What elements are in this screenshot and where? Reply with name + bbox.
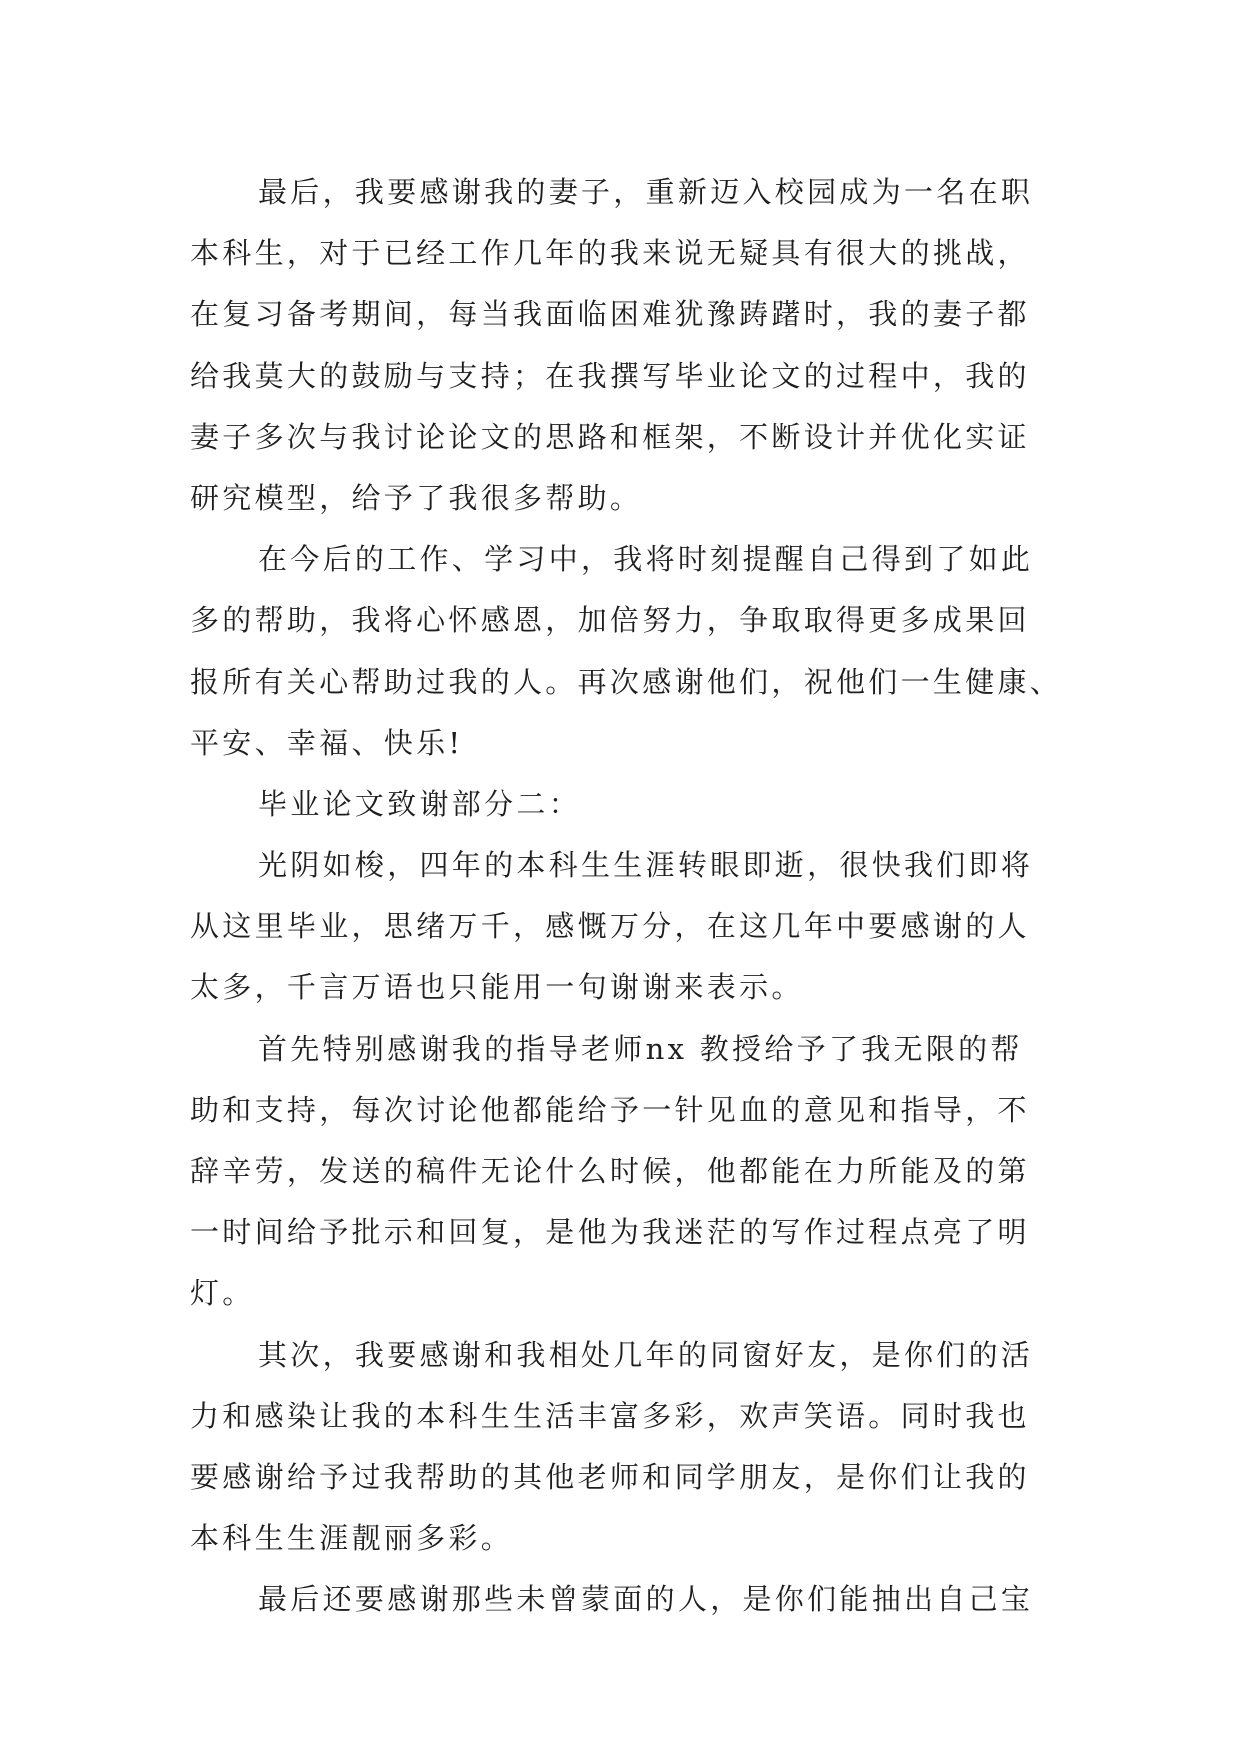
paragraph-line: 首先特别感谢我的指导老师nx 教授给予了我无限的帮: [258, 1031, 1023, 1066]
paragraph-line: 要感谢给予过我帮助的其他老师和同学朋友，是你们让我的: [190, 1459, 1030, 1494]
paragraph-line: 在复习备考期间，每当我面临困难犹豫踌躇时，我的妻子都: [190, 297, 1030, 332]
paragraph-line: 本科生，对于已经工作几年的我来说无疑具有很大的挑战，: [190, 236, 1030, 271]
paragraph-line: 最后还要感谢那些未曾蒙面的人，是你们能抽出自己宝: [258, 1582, 1034, 1617]
paragraph-line: 研究模型，给予了我很多帮助。: [190, 480, 643, 515]
paragraph-line: 灯。: [190, 1276, 255, 1311]
paragraph-line: 平安、幸福、快乐!: [190, 725, 464, 760]
paragraph-line: 太多，千言万语也只能用一句谢谢来表示。: [190, 970, 804, 1005]
paragraph-line: 报所有关心帮助过我的人。再次感谢他们，祝他们一生健康、: [190, 664, 1063, 699]
paragraph-line: 最后，我要感谢我的妻子，重新迈入校园成为一名在职: [258, 175, 1034, 209]
paragraph-line: 多的帮助，我将心怀感恩，加倍努力，争取取得更多成果回: [190, 603, 1030, 638]
paragraph-line: 力和感染让我的本科生生活丰富多彩，欢声笑语。同时我也: [190, 1398, 1030, 1433]
paragraph-line: 在今后的工作、学习中，我将时刻提醒自己得到了如此: [258, 542, 1034, 577]
document-body: [190, 162, 1063, 1631]
section-heading: 毕业论文致谢部分二：: [258, 786, 582, 821]
paragraph-line: 本科生生涯靓丽多彩。: [190, 1521, 514, 1556]
paragraph-line: 一时间给予批示和回复，是他为我迷茫的写作过程点亮了明: [190, 1215, 1030, 1250]
paragraph-line: 助和支持，每次讨论他都能给予一针见血的意见和指导，不: [190, 1092, 1030, 1127]
paragraph-line: 辞辛劳，发送的稿件无论什么时候，他都能在力所能及的第: [190, 1154, 1030, 1188]
paragraph-line: 从这里毕业，思绪万千，感慨万分，在这几年中要感谢的人: [190, 909, 1030, 944]
paragraph-line: 其次，我要感谢和我相处几年的同窗好友，是你们的活: [258, 1337, 1034, 1372]
paragraph-line: 妻子多次与我讨论论文的思路和框架，不断设计并优化实证: [190, 419, 1030, 454]
paragraph-line: 给我莫大的鼓励与支持；在我撰写毕业论文的过程中，我的: [190, 358, 1030, 393]
paragraph-line: 光阴如梭，四年的本科生生涯转眼即逝，很快我们即将: [258, 848, 1034, 883]
